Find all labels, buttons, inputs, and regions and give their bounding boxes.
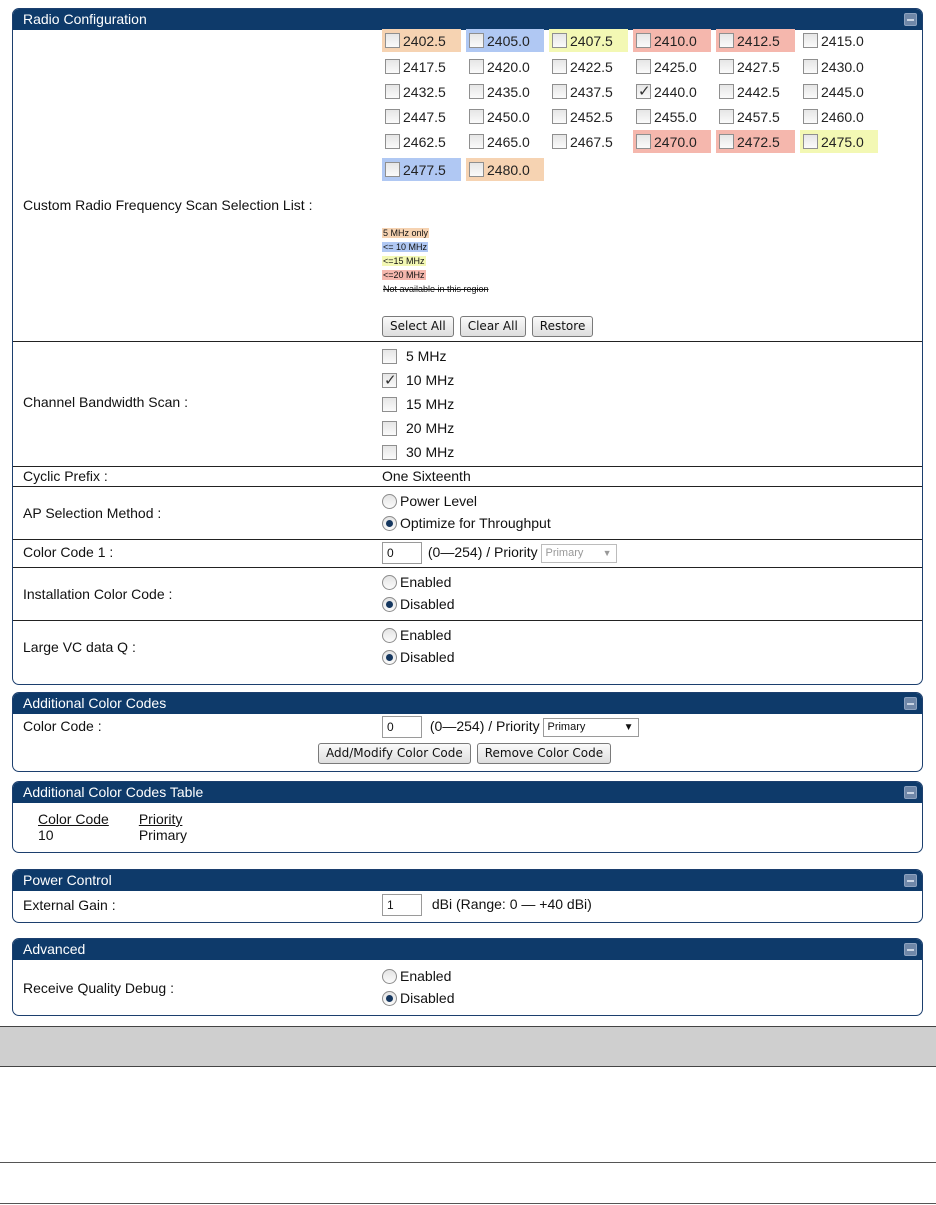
cyclic-prefix-row [13,466,922,486]
installation-enabled-label: Enabled [400,574,452,590]
bandwidth-label: 20 MHz [406,420,455,436]
ap-selection-options [382,490,916,534]
custom-scan-row [13,30,922,341]
frequency-label: 2422.5 [570,58,613,75]
large-vc-row [13,620,922,675]
bandwidth-label: 10 MHz [406,372,455,388]
large-vc-enabled-radio[interactable] [382,628,397,643]
frequency-row [382,80,883,103]
color-code-label: Color Code : [23,718,102,734]
frequency-option[interactable] [800,29,878,52]
frequency-label: 2407.5 [570,32,613,49]
frequency-label: 2460.0 [821,108,864,125]
color-codes-table-panel [12,781,923,853]
bandwidth-scan-label: Channel Bandwidth Scan : [23,394,188,410]
frequency-row [382,29,883,52]
large-vc-options [382,624,916,668]
frequency-option[interactable] [633,130,711,153]
color-codes-table [38,811,217,843]
installation-enabled-option[interactable] [382,571,916,593]
receive-quality-debug-options [382,965,916,1009]
frequency-checkbox[interactable] [552,109,567,124]
cyclic-prefix-label: Cyclic Prefix : [23,468,108,484]
color-code-values [382,716,916,738]
frequency-checkbox[interactable] [385,59,400,74]
optimize-throughput-radio[interactable] [382,516,397,531]
frequency-option[interactable] [466,105,544,128]
frequency-option[interactable] [716,80,795,103]
custom-scan-label: Custom Radio Frequency Scan Selection List : [23,197,313,213]
frequency-row [382,158,549,181]
frequency-option[interactable] [549,29,628,52]
external-gain-values [382,894,916,916]
frequency-checkbox[interactable] [803,134,818,149]
radio-configuration-panel [12,8,923,685]
frequency-row [382,130,883,153]
frequency-label: 2452.5 [570,108,613,125]
frequency-checkbox[interactable] [552,33,567,48]
legend-5mhz: 5 MHz only [383,228,429,238]
frequency-label: 2425.0 [654,58,697,75]
frequency-label: 2440.0 [654,83,697,100]
color-code-buttons [318,743,617,764]
frequency-label: 2435.0 [487,83,530,100]
frequency-label: 2437.5 [570,83,613,100]
frequency-option[interactable] [716,29,795,52]
bandwidth-checkbox[interactable] [382,445,397,460]
advanced-panel [12,938,923,1016]
bandwidth-label: 5 MHz [406,348,447,364]
frequency-checkbox[interactable] [719,134,734,149]
cyclic-prefix-value: One Sixteenth [382,468,471,484]
radio-configuration-header [13,9,922,30]
power-level-label: Power Level [400,493,478,509]
frequency-checkbox[interactable] [636,109,651,124]
frequency-label: 2427.5 [737,58,780,75]
debug-enabled-label: Enabled [400,968,452,984]
frequency-label: 2447.5 [403,108,446,125]
frequency-checkbox[interactable] [803,59,818,74]
frequency-row [382,105,883,128]
restore-button[interactable]: Restore [532,316,594,337]
large-vc-label: Large VC data Q : [23,639,136,655]
collapse-icon[interactable] [904,943,917,956]
frequency-option[interactable] [466,55,544,78]
frequency-label: 2410.0 [654,32,697,49]
frequency-option[interactable] [716,130,795,153]
large-vc-disabled-label: Disabled [400,649,455,665]
frequency-label: 2475.0 [821,133,864,150]
frequency-label: 2455.0 [654,108,697,125]
color-code-priority-select[interactable] [543,718,639,737]
legend-20mhz: <=20 MHz [383,270,425,280]
frequency-checkbox[interactable] [636,134,651,149]
frequency-option[interactable] [466,158,544,181]
frequency-checkbox[interactable] [636,33,651,48]
legend-15mhz: <=15 MHz [383,256,425,266]
frequency-label: 2442.5 [737,83,780,100]
remove-color-code-button[interactable]: Remove Color Code [477,743,611,764]
installation-color-code-row [13,567,922,620]
frequency-checkbox[interactable] [385,162,400,177]
frequency-label: 2465.0 [487,133,530,150]
frequency-checkbox[interactable] [385,134,400,149]
frequency-option[interactable] [382,105,461,128]
frequency-checkbox[interactable] [385,84,400,99]
bandwidth-option[interactable] [382,416,916,440]
legend-not-available: Not available in this region [383,284,489,294]
frequency-option[interactable] [549,80,628,103]
installation-disabled-radio[interactable] [382,597,397,612]
bandwidth-option[interactable] [382,368,916,392]
optimize-throughput-label: Optimize for Throughput [400,515,551,531]
panel-title: Power Control [23,872,112,888]
collapse-icon[interactable] [904,13,917,26]
frequency-option[interactable] [382,158,461,181]
installation-color-code-label: Installation Color Code : [23,586,173,602]
frequency-label: 2462.5 [403,133,446,150]
bandwidth-legend [382,226,490,296]
power-control-header [13,870,922,891]
custom-scan-values [382,30,916,341]
bandwidth-checkbox[interactable] [382,349,397,364]
frequency-option[interactable] [633,80,711,103]
frequency-label: 2432.5 [403,83,446,100]
panel-title: Advanced [23,941,86,957]
frequency-checkbox[interactable] [636,84,651,99]
additional-color-codes-panel [12,692,923,772]
frequency-option[interactable] [800,130,878,153]
frequency-option[interactable] [382,80,461,103]
external-gain-label: External Gain : [23,897,116,913]
frequency-checkbox[interactable] [469,59,484,74]
additional-color-codes-header [13,693,922,714]
frequency-checkbox[interactable] [469,84,484,99]
frequency-option[interactable] [716,105,795,128]
table-row [38,827,217,843]
frequency-option[interactable] [466,80,544,103]
frequency-option[interactable] [549,105,628,128]
frequency-label: 2450.0 [487,108,530,125]
frequency-checkbox[interactable] [803,84,818,99]
debug-disabled-label: Disabled [400,990,455,1006]
frequency-row [382,55,883,78]
frequency-label: 2415.0 [821,32,864,49]
power-control-panel [12,869,923,923]
installation-enabled-radio[interactable] [382,575,397,590]
power-level-radio[interactable] [382,494,397,509]
frequency-label: 2430.0 [821,58,864,75]
frequency-label: 2477.5 [403,161,446,178]
collapse-icon[interactable] [904,874,917,887]
bandwidth-option[interactable] [382,392,916,416]
collapse-icon[interactable] [904,786,917,799]
chevron-down-icon: ▼ [602,547,612,558]
frequency-option[interactable] [466,29,544,52]
frequency-checkbox[interactable] [719,109,734,124]
frequency-option[interactable] [800,105,878,128]
frequency-option[interactable] [633,55,711,78]
external-gain-input[interactable]: 1 [382,894,422,916]
frequency-checkbox[interactable] [552,59,567,74]
legend-10mhz: <= 10 MHz [383,242,428,252]
frequency-checkbox[interactable] [469,134,484,149]
frequency-checkbox[interactable] [469,109,484,124]
frequency-checkbox[interactable] [719,33,734,48]
installation-disabled-option[interactable] [382,593,916,615]
frequency-label: 2402.5 [403,32,446,49]
select-all-button[interactable]: Select All [382,316,454,337]
color-code-1-range: (0—254) / Priority [427,543,538,560]
frequency-checkbox[interactable] [385,109,400,124]
table-header-band [0,1026,936,1067]
color-codes-table-header [13,782,922,803]
frequency-option[interactable] [800,80,878,103]
frequency-label: 2405.0 [487,32,530,49]
color-code-1-priority-select[interactable] [541,544,617,563]
frequency-option[interactable] [382,55,461,78]
priority-value: Primary [545,546,584,559]
frequency-checkbox[interactable] [719,59,734,74]
color-code-1-row [13,539,922,567]
receive-quality-debug-label: Receive Quality Debug : [23,980,174,996]
frequency-checkbox[interactable] [552,134,567,149]
bandwidth-checkbox[interactable] [382,421,397,436]
frequency-checkbox[interactable] [803,33,818,48]
priority-value: Primary [547,720,586,733]
large-vc-enabled-option[interactable] [382,624,916,646]
frequency-option[interactable] [716,55,795,78]
frequency-label: 2412.5 [737,32,780,49]
ap-selection-label: AP Selection Method : [23,505,162,521]
frequency-option[interactable] [549,130,628,153]
color-code-1-input[interactable]: 0 [382,542,422,564]
frequency-checkbox[interactable] [552,84,567,99]
additional-color-codes-body [13,714,922,771]
bandwidth-option[interactable] [382,344,916,368]
bandwidth-scan-row [13,341,922,466]
bandwidth-label: 30 MHz [406,444,455,460]
frequency-label: 2480.0 [487,161,530,178]
column-header-color-code: Color Code [38,811,109,827]
frequency-checkbox[interactable] [469,162,484,177]
frequency-option[interactable] [633,29,711,52]
debug-enabled-radio[interactable] [382,969,397,984]
frequency-option[interactable] [549,55,628,78]
frequency-label: 2472.5 [737,133,780,150]
color-code-range: (0—254) / Priority [429,717,540,734]
large-vc-disabled-option[interactable] [382,646,916,668]
frequency-checkbox[interactable] [469,33,484,48]
frequency-option[interactable] [800,55,878,78]
optimize-throughput-option[interactable] [382,512,916,534]
bandwidth-checkbox[interactable] [382,373,397,388]
color-code-1-label: Color Code 1 : [23,544,114,560]
frequency-label: 2445.0 [821,83,864,100]
installation-color-code-options [382,571,916,615]
frequency-option[interactable] [382,130,461,153]
bandwidth-label: 15 MHz [406,396,455,412]
frequency-option[interactable] [466,130,544,153]
frequency-option[interactable] [633,105,711,128]
cell-priority: Primary [138,827,188,843]
ap-selection-row [13,486,922,539]
color-codes-table-body [13,803,922,843]
table-header-row [38,811,217,827]
frequency-label: 2470.0 [654,133,697,150]
frequency-checkbox[interactable] [719,84,734,99]
frequency-option[interactable] [382,29,461,52]
debug-disabled-option[interactable] [382,987,916,1009]
frequency-label: 2417.5 [403,58,446,75]
bandwidth-option[interactable] [382,440,916,464]
chevron-down-icon: ▼ [623,721,634,733]
advanced-body [13,960,922,1015]
large-vc-disabled-radio[interactable] [382,650,397,665]
cell-color-code: 10 [38,827,54,843]
clear-all-button[interactable]: Clear All [460,316,526,337]
table-divider [0,1203,936,1204]
installation-disabled-label: Disabled [400,596,455,612]
large-vc-enabled-label: Enabled [400,627,452,643]
table-divider [0,1162,936,1163]
bandwidth-checkbox[interactable] [382,397,397,412]
panel-title: Radio Configuration [23,11,147,27]
power-control-body [13,891,922,922]
frequency-label: 2420.0 [487,58,530,75]
frequency-checkbox[interactable] [385,33,400,48]
add-modify-color-code-button[interactable]: Add/Modify Color Code [318,743,471,764]
frequency-checkbox[interactable] [803,109,818,124]
frequency-label: 2457.5 [737,108,780,125]
frequency-label: 2467.5 [570,133,613,150]
color-code-input[interactable]: 0 [382,716,422,738]
panel-title: Additional Color Codes Table [23,784,204,800]
advanced-header [13,939,922,960]
collapse-icon[interactable] [904,697,917,710]
external-gain-unit: dBi (Range: 0 — +40 dBi) [431,895,592,912]
color-code-1-values [382,542,916,564]
debug-enabled-option[interactable] [382,965,916,987]
column-header-priority: Priority [138,811,183,827]
panel-title: Additional Color Codes [23,695,167,711]
bandwidth-options [382,344,916,464]
scan-buttons [382,316,599,337]
debug-disabled-radio[interactable] [382,991,397,1006]
power-level-option[interactable] [382,490,916,512]
frequency-checkbox[interactable] [636,59,651,74]
